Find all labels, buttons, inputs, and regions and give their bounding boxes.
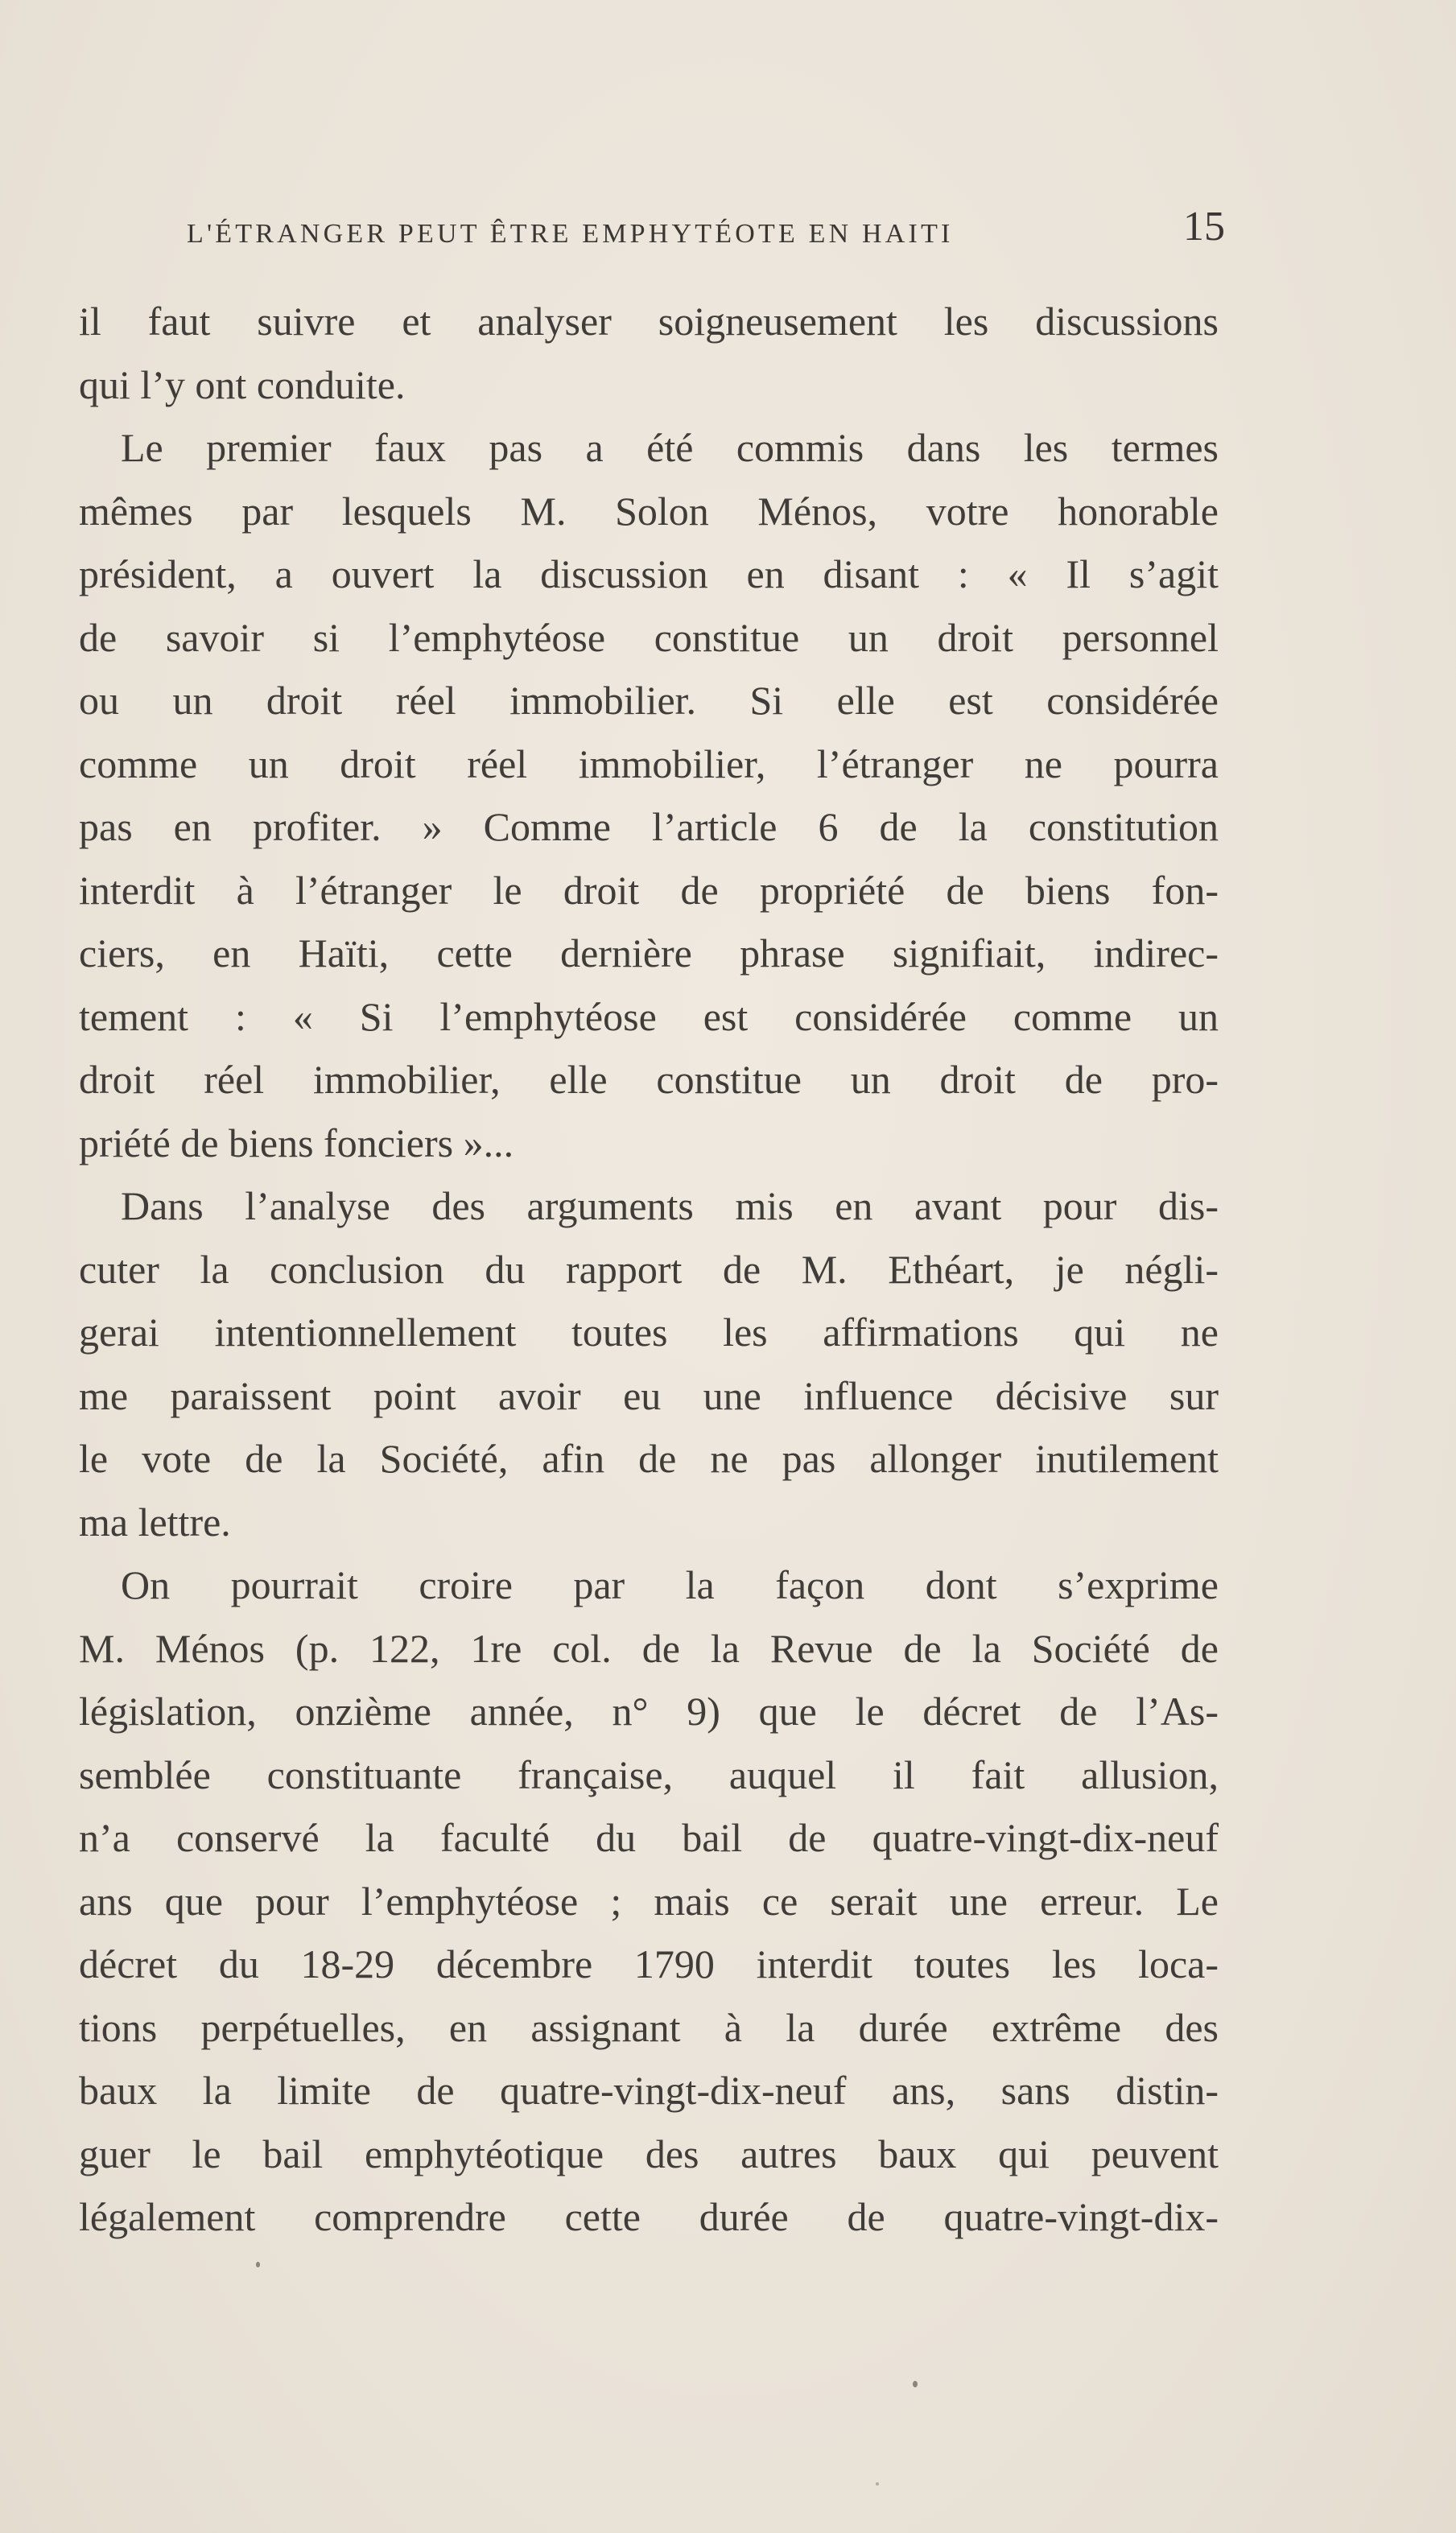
- page-number: 15: [1183, 204, 1225, 250]
- text-line: guer le bail emphytéotique des autres baux qui peuvent: [79, 2131, 1219, 2176]
- text-line: me paraissent point avoir eu une influence décisive sur: [79, 1372, 1219, 1418]
- text-line: interdit à l’étranger le droit de propriété de biens fon-: [79, 867, 1219, 913]
- text-line: Dans l’analyse des arguments mis en avant pour dis-: [121, 1183, 1219, 1228]
- text-line: législation, onzième année, n° 9) que le décret de l’As-: [79, 1689, 1219, 1734]
- text-line: président, a ouvert la discussion en disant : « Il s’agit: [79, 551, 1219, 596]
- text-line: mêmes par lesquels M. Solon Ménos, votre honorable: [79, 488, 1219, 534]
- text-line: comme un droit réel immobilier, l’étranger ne pourra: [79, 741, 1219, 786]
- text-line: n’a conservé la faculté du bail de quatre-vingt-dix-neuf: [79, 1815, 1219, 1860]
- text-line: On pourrait croire par la façon dont s’exprime: [121, 1562, 1219, 1607]
- text-line: ciers, en Haïti, cette dernière phrase signifiait, indirec-: [79, 930, 1219, 976]
- text-line: le vote de la Société, afin de ne pas allonger inutilement: [79, 1436, 1219, 1481]
- text-line: qui l’y ont conduite.: [79, 361, 406, 407]
- text-line: tions perpétuelles, en assignant à la durée extrême des: [79, 2004, 1219, 2050]
- text-line: baux la limite de quatre-vingt-dix-neuf ans, sans distin-: [79, 2068, 1219, 2113]
- text-line: légalement comprendre cette durée de quatre-vingt-dix-: [79, 2194, 1219, 2239]
- text-line: il faut suivre et analyser soigneusement les discussions: [79, 299, 1219, 344]
- text-line: ou un droit réel immobilier. Si elle est considérée: [79, 678, 1219, 723]
- text-line: cuter la conclusion du rapport de M. Ethéart, je négli-: [79, 1246, 1219, 1292]
- text-line: pas en profiter. » Comme l’article 6 de la constitution: [79, 804, 1219, 849]
- paper-speck: [913, 2381, 918, 2387]
- text-line: de savoir si l’emphytéose constitue un droit personnel: [79, 614, 1219, 660]
- text-line: ans que pour l’emphytéose ; mais ce serait une erreur. Le: [79, 1878, 1219, 1924]
- text-line: décret du 18-29 décembre 1790 interdit toutes les loca-: [79, 1941, 1219, 1986]
- text-line: tement : « Si l’emphytéose est considérée comme un: [79, 993, 1219, 1039]
- text-line: gerai intentionnellement toutes les affirmations qui ne: [79, 1310, 1219, 1355]
- text-line: Le premier faux pas a été commis dans les termes: [121, 425, 1219, 470]
- body-text: [79, 290, 1219, 2249]
- text-line: ma lettre.: [79, 1499, 231, 1545]
- paper-speck: [256, 2262, 260, 2267]
- text-line: semblée constituante française, auquel il fait allusion,: [79, 1751, 1219, 1797]
- text-line: M. Ménos (p. 122, 1re col. de la Revue de la Société de: [79, 1625, 1219, 1671]
- running-head: [187, 201, 1225, 258]
- text-line: droit réel immobilier, elle constitue un droit de pro-: [79, 1057, 1219, 1102]
- paper-speck: [876, 2482, 879, 2486]
- running-title: L'ÉTRANGER PEUT ÊTRE EMPHYTÉOTE EN HAITI: [187, 219, 954, 249]
- text-line: priété de biens fonciers »...: [79, 1120, 514, 1165]
